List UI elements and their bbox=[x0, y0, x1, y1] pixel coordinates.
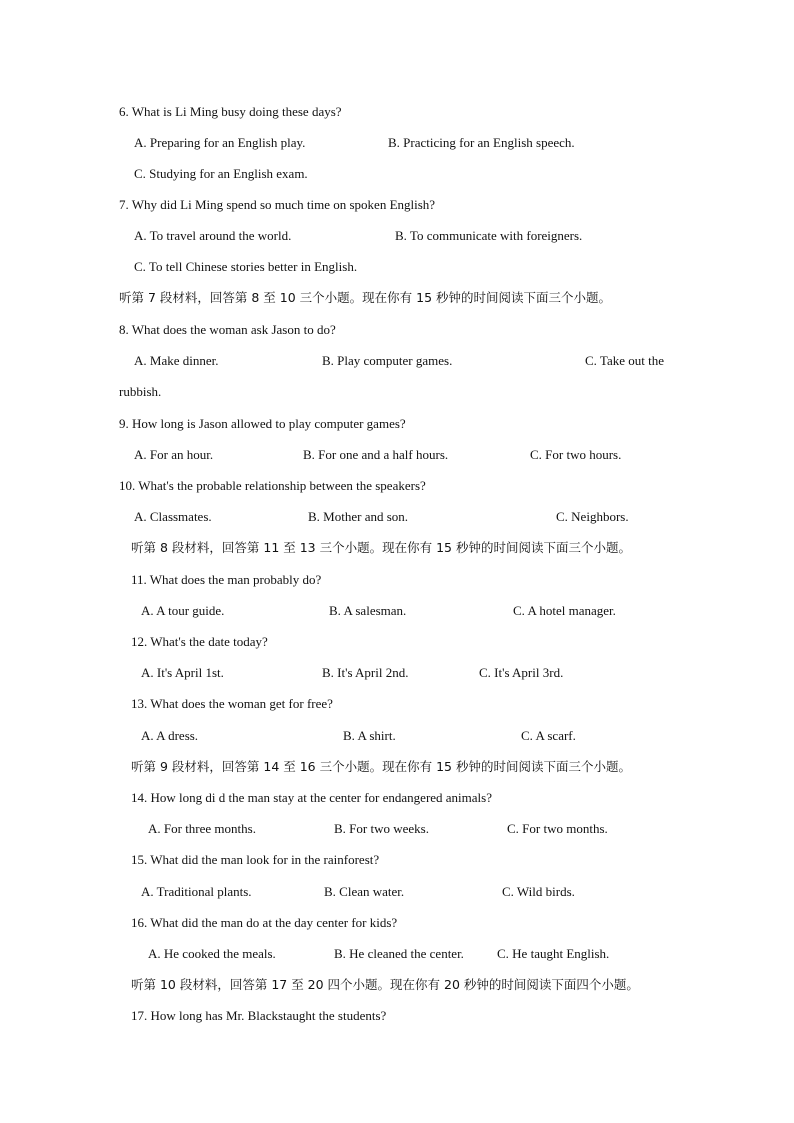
q6-option-c: C. Studying for an English exam. bbox=[134, 166, 308, 181]
instruction-section-8: 听第 8 段材料，回答第 11 至 13 三个小题。现在你有 15 秒钟的时间阅读下面三个小题。 bbox=[131, 540, 631, 555]
q16-option-b: B. He cleaned the center. bbox=[334, 946, 464, 961]
q9-option-b: B. For one and a half hours. bbox=[303, 447, 449, 462]
q15-option-a: A. Traditional plants. bbox=[141, 884, 252, 899]
question-6: 6. What is Li Ming busy doing these days? bbox=[119, 104, 342, 119]
instruction-section-7: 听第 7 段材料，回答第 8 至 10 三个小题。现在你有 15 秒钟的时间阅读下面三个小题。 bbox=[119, 290, 612, 305]
q9-option-a: A. For an hour. bbox=[134, 447, 214, 462]
q8-option-b: B. Play computer games. bbox=[322, 353, 453, 368]
q10-option-c: C. Neighbors. bbox=[556, 509, 629, 524]
q11-option-a: A. A tour guide. bbox=[141, 603, 225, 618]
question-7: 7. Why did Li Ming spend so much time on spoken English? bbox=[119, 197, 436, 212]
q12-option-b: B. It's April 2nd. bbox=[322, 665, 409, 680]
q12-option-a: A. It's April 1st. bbox=[141, 665, 224, 680]
question-12: 12. What's the date today? bbox=[131, 634, 268, 649]
q14-option-c: C. For two months. bbox=[507, 821, 608, 836]
q13-option-b: B. A shirt. bbox=[343, 728, 396, 743]
q7-option-a: A. To travel around the world. bbox=[134, 228, 292, 243]
q7-option-c: C. To tell Chinese stories better in English. bbox=[134, 259, 358, 274]
question-11: 11. What does the man probably do? bbox=[131, 572, 322, 587]
question-15: 15. What did the man look for in the rainforest? bbox=[131, 852, 380, 867]
q14-option-a: A. For three months. bbox=[148, 821, 256, 836]
q11-option-c: C. A hotel manager. bbox=[513, 603, 616, 618]
q8-option-c-continued: rubbish. bbox=[119, 384, 162, 399]
q11-option-b: B. A salesman. bbox=[329, 603, 407, 618]
q7-option-b: B. To communicate with foreigners. bbox=[395, 228, 583, 243]
question-14: 14. How long di d the man stay at the center for endangered animals? bbox=[131, 790, 492, 805]
q14-option-b: B. For two weeks. bbox=[334, 821, 429, 836]
q13-option-a: A. A dress. bbox=[141, 728, 199, 743]
q15-option-c: C. Wild birds. bbox=[502, 884, 575, 899]
q9-option-c: C. For two hours. bbox=[530, 447, 622, 462]
q16-option-a: A. He cooked the meals. bbox=[148, 946, 276, 961]
q6-option-b: B. Practicing for an English speech. bbox=[388, 135, 575, 150]
question-17: 17. How long has Mr. Blackstaught the students? bbox=[131, 1008, 387, 1023]
q8-option-a: A. Make dinner. bbox=[134, 353, 219, 368]
q12-option-c: C. It's April 3rd. bbox=[479, 665, 564, 680]
question-9: 9. How long is Jason allowed to play computer games? bbox=[119, 416, 406, 431]
question-13: 13. What does the woman get for free? bbox=[131, 696, 333, 711]
question-16: 16. What did the man do at the day center for kids? bbox=[131, 915, 398, 930]
q13-option-c: C. A scarf. bbox=[521, 728, 576, 743]
q6-option-a: A. Preparing for an English play. bbox=[134, 135, 306, 150]
question-8: 8. What does the woman ask Jason to do? bbox=[119, 322, 336, 337]
instruction-section-9: 听第 9 段材料，回答第 14 至 16 三个小题。现在你有 15 秒钟的时间阅读下面三个小题。 bbox=[131, 759, 631, 774]
q10-option-b: B. Mother and son. bbox=[308, 509, 409, 524]
q8-option-c: C. Take out the bbox=[585, 353, 665, 368]
q10-option-a: A. Classmates. bbox=[134, 509, 212, 524]
q15-option-b: B. Clean water. bbox=[324, 884, 405, 899]
question-10: 10. What's the probable relationship between the speakers? bbox=[119, 478, 426, 493]
q16-option-c: C. He taught English. bbox=[497, 946, 610, 961]
instruction-section-10: 听第 10 段材料，回答第 17 至 20 四个小题。现在你有 20 秒钟的时间阅读下面四个小题。 bbox=[131, 977, 639, 992]
